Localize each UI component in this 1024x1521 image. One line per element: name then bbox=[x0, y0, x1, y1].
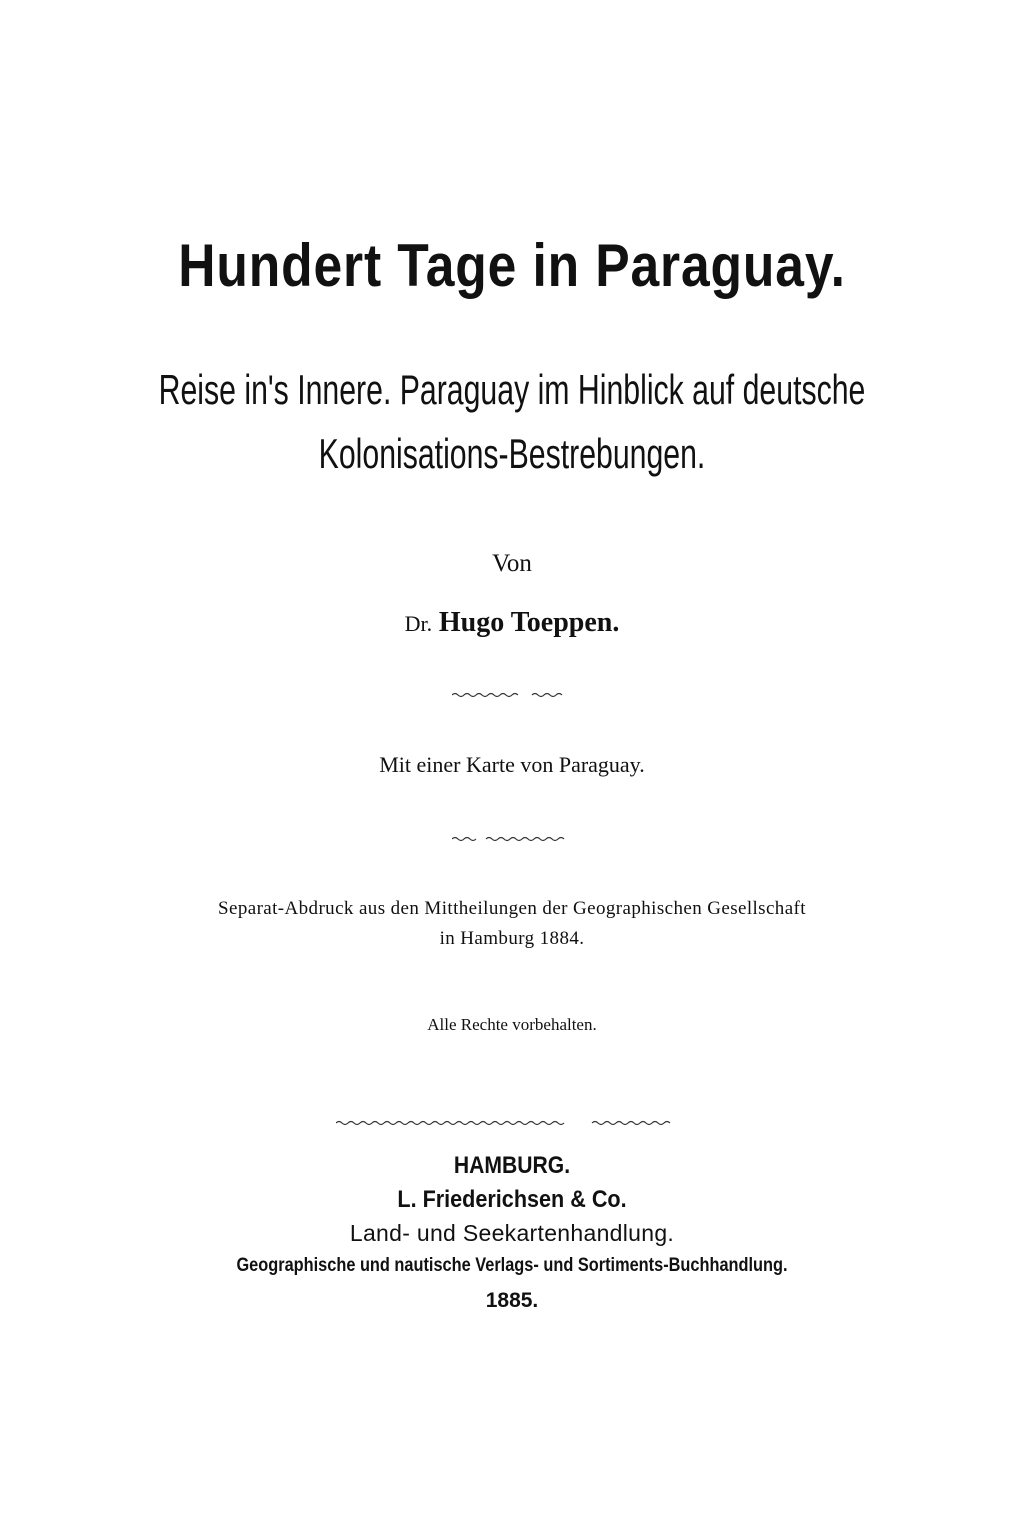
book-title: Hundert Tage in Paraguay. bbox=[178, 232, 846, 299]
offprint-line-1: Separat-Abdruck aus den Mittheilungen der Geographischen Gesellschaft bbox=[218, 898, 806, 919]
wavy-rule-ornament-2 bbox=[452, 834, 568, 844]
imprint-publisher-description: Geographische und nautische Verlags- und Sortiments-Buchhandlung. bbox=[236, 1255, 788, 1276]
subtitle-line-1: Reise in's Innere. Paraguay im Hinblick auf deutsche bbox=[158, 366, 866, 413]
offprint-line-2: in Hamburg 1884. bbox=[439, 928, 585, 949]
imprint-publisher: L. Friederichsen & Co. bbox=[397, 1186, 627, 1213]
imprint-city: HAMBURG. bbox=[453, 1152, 571, 1179]
imprint-year: 1885. bbox=[485, 1289, 539, 1312]
author-name: Hugo Toeppen. bbox=[438, 607, 620, 638]
author-prefix: Dr. bbox=[404, 611, 433, 636]
subtitle-line-2: Kolonisations-Bestrebungen. bbox=[318, 430, 706, 477]
wavy-rule-ornament-1 bbox=[452, 690, 568, 700]
rights-notice: Alle Rechte vorbehalten. bbox=[427, 1015, 597, 1034]
author-line bbox=[0, 604, 1024, 642]
imprint-publisher-type: Land- und Seekartenhandlung. bbox=[349, 1220, 675, 1246]
byline-von: Von bbox=[492, 550, 532, 577]
wavy-rule-ornament-3 bbox=[336, 1118, 680, 1128]
map-note: Mit einer Karte von Paraguay. bbox=[379, 752, 645, 777]
